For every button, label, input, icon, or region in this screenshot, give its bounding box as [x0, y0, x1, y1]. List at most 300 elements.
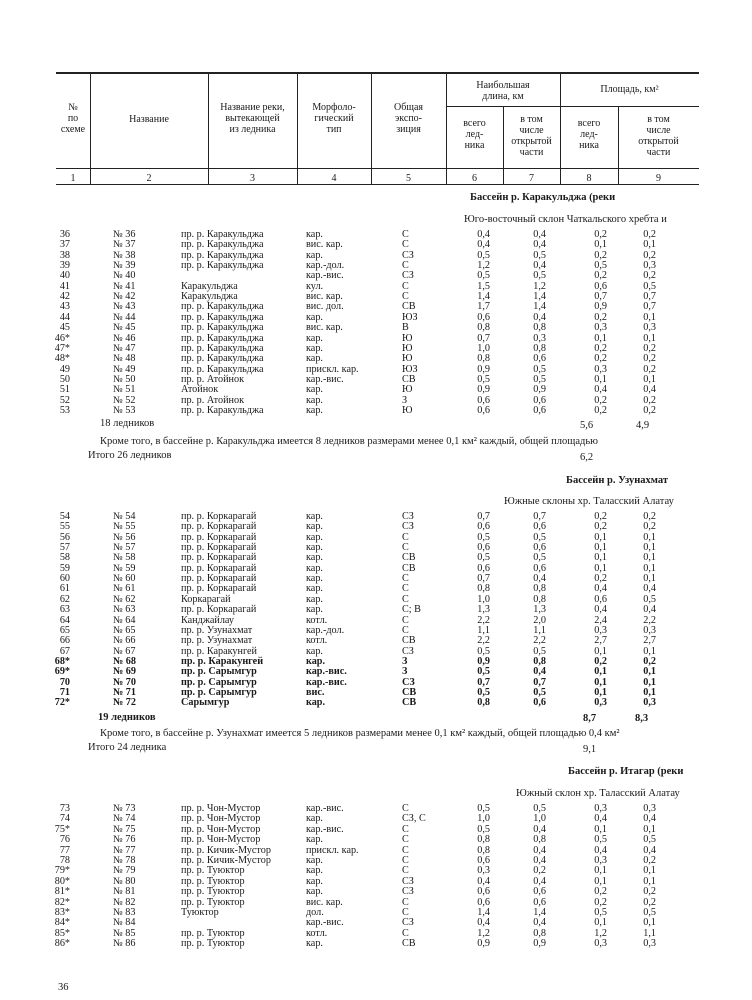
row-number: 84*: [54, 917, 70, 929]
length-open: 0,3: [533, 332, 546, 344]
exposure: С: [402, 229, 409, 240]
length-open: 0,8: [533, 342, 546, 354]
exposure: Ю: [402, 404, 413, 416]
area-open: 0,2: [643, 229, 656, 240]
area-total: 0,9: [594, 301, 607, 313]
glacier-name: № 36: [113, 229, 136, 240]
row-number: 62: [59, 593, 70, 605]
area-total: 0,1: [594, 875, 607, 887]
area-total: 0,4: [594, 844, 607, 856]
glacier-name: № 79: [113, 865, 136, 877]
header-area-open: в том числе открытой части: [638, 114, 679, 158]
river-name: пр. р. Коркарагай: [181, 604, 257, 616]
river-name: пр. р. Каракунгей: [181, 655, 264, 667]
row-number: 46*: [54, 332, 70, 344]
river-name: пр. р. Каракульджа: [181, 363, 264, 375]
river-name: пр. р. Коркарагай: [181, 531, 257, 543]
length-open: 0,5: [533, 686, 546, 698]
row-number: 49: [59, 363, 70, 375]
river-name: пр. р. Сарымгур: [181, 686, 257, 698]
area-total: 0,1: [594, 542, 607, 554]
area-open: 0,1: [643, 666, 656, 678]
length-open: 0,8: [533, 834, 546, 846]
area-total: 0,2: [594, 511, 607, 522]
header-group-area: Площадь, км²: [600, 84, 659, 95]
area-open: 0,5: [643, 834, 656, 846]
morph-type: кар.: [306, 655, 326, 667]
river-name: пр. р. Туюктор: [181, 896, 245, 908]
morph-type: кар.: [306, 332, 323, 344]
glacier-name: № 55: [113, 521, 136, 533]
length-total: 0,4: [477, 875, 490, 887]
area-open: 0,2: [643, 342, 656, 354]
exposure: С: [402, 803, 409, 814]
length-open: 1,4: [533, 291, 546, 303]
area-total: 2,4: [594, 614, 607, 626]
table-row: [0, 323, 752, 333]
row-number: 45: [59, 322, 70, 334]
row-number: 63: [59, 604, 70, 616]
exposure: СВ: [402, 686, 417, 698]
col-number: 1: [70, 173, 76, 184]
area-open: 0,2: [643, 394, 656, 406]
header-bottom-rule: [56, 168, 699, 169]
length-total: 0,5: [477, 270, 490, 282]
length-total: 0,6: [477, 521, 490, 533]
river-name: Каракульджа: [181, 291, 238, 303]
row-number: 60: [59, 573, 70, 585]
area-total: 0,3: [594, 624, 607, 636]
table-row: [0, 406, 752, 416]
area-total: 0,2: [594, 521, 607, 533]
row-number: 40: [59, 270, 70, 282]
morph-type: вис. дол.: [306, 301, 344, 313]
table-row: [0, 835, 752, 845]
slope-title-talas-south: Южные склоны хр. Таласский Алатау: [504, 496, 674, 507]
glacier-name: № 57: [113, 542, 136, 554]
length-total: 0,5: [477, 249, 490, 261]
row-number: 69*: [54, 666, 70, 678]
area-open: 0,1: [643, 562, 656, 574]
morph-type: кар.: [306, 834, 323, 846]
length-total: 0,7: [477, 676, 490, 688]
slope-title-talas: Южный склон хр. Таласский Алатау: [516, 788, 680, 799]
area-open: 0,1: [643, 552, 656, 564]
exposure: СВ: [402, 373, 416, 385]
row-number: 83*: [54, 907, 70, 918]
area-total: 0,3: [594, 363, 607, 375]
length-open: 1,4: [533, 301, 546, 313]
length-total: 1,7: [477, 301, 490, 313]
section2-sum-area: 8,7: [583, 713, 597, 724]
area-open: 0,2: [643, 270, 656, 282]
glacier-name: № 61: [113, 583, 136, 595]
exposure: С: [402, 239, 409, 251]
length-total: 0,9: [477, 655, 490, 667]
morph-type: кар.: [306, 573, 323, 585]
length-open: 1,3: [533, 604, 546, 616]
col-number: 8: [586, 173, 592, 184]
area-total: 0,1: [594, 562, 607, 574]
section2-total: Итого 24 ледника: [88, 742, 167, 753]
morph-type: кар.-вис.: [306, 666, 347, 678]
length-total: 0,8: [477, 844, 490, 856]
area-open: 0,5: [643, 907, 656, 918]
length-total: 0,6: [477, 886, 490, 898]
exposure: СЗ: [402, 917, 414, 929]
row-number: 42: [59, 291, 70, 303]
river-name: пр. р. Чон-Мустор: [181, 834, 261, 846]
section2-sum-open: 8,3: [635, 713, 649, 724]
area-total: 0,4: [594, 384, 607, 396]
length-open: 0,8: [533, 322, 546, 334]
row-number: 51: [59, 384, 70, 396]
river-name: пр. р. Узунахмат: [181, 624, 253, 636]
row-number: 47*: [54, 342, 70, 354]
river-name: пр. р. Коркарагай: [181, 573, 257, 585]
morph-type: вис. кар.: [306, 239, 343, 251]
length-open: 0,4: [533, 917, 546, 929]
glacier-name: № 63: [113, 604, 136, 616]
length-total: 1,5: [477, 280, 490, 292]
glacier-name: № 41: [113, 280, 136, 292]
row-number: 68*: [54, 655, 70, 667]
area-open: 0,1: [643, 686, 656, 698]
area-open: 0,1: [643, 542, 656, 554]
glacier-name: № 80: [113, 875, 136, 887]
glacier-name: № 58: [113, 552, 136, 564]
length-open: 0,6: [533, 521, 546, 533]
length-open: 0,4: [533, 311, 546, 323]
area-total: 0,1: [594, 666, 607, 678]
glacier-name: № 43: [113, 301, 136, 313]
morph-type: кар.: [306, 531, 323, 543]
length-total: 0,5: [477, 666, 490, 678]
section2-count: 19 ледников: [98, 712, 156, 723]
header-col-name: Название: [129, 114, 169, 125]
glacier-name: № 45: [113, 322, 136, 334]
morph-type: кар.-вис.: [306, 676, 347, 688]
section1-total: Итого 26 ледников: [88, 450, 172, 461]
exposure: С: [402, 291, 409, 303]
length-open: 0,6: [533, 886, 546, 898]
river-name: пр. р. Чон-Мустор: [181, 813, 261, 825]
basin-title-karakuldzha: Бассейн р. Каракульджа (реки: [470, 192, 616, 203]
length-open: 0,6: [533, 353, 546, 365]
glacier-name: № 69: [113, 666, 136, 678]
header-group-length: Наибольшая длина, км: [476, 80, 530, 102]
section1-count: 18 ледников: [100, 418, 155, 429]
length-total: 0,6: [477, 311, 490, 323]
morph-type: кар.: [306, 511, 323, 522]
row-number: 48*: [54, 353, 70, 365]
exposure: Ю: [402, 384, 413, 396]
morph-type: котл.: [306, 927, 328, 939]
length-total: 0,5: [477, 823, 490, 835]
row-number: 50: [59, 373, 70, 385]
area-open: 0,1: [643, 531, 656, 543]
glacier-name: № 56: [113, 531, 136, 543]
morph-type: кар.: [306, 552, 323, 564]
glacier-name: № 50: [113, 373, 136, 385]
length-open: 0,7: [533, 676, 546, 688]
glacier-name: № 66: [113, 635, 136, 647]
length-total: 1,2: [477, 260, 490, 272]
morph-type: кар.-дол.: [306, 624, 345, 636]
exposure: ЮЗ: [402, 311, 418, 323]
glacier-name: № 37: [113, 239, 136, 251]
exposure: Ю: [402, 353, 413, 365]
area-total: 0,3: [594, 803, 607, 814]
row-number: 57: [59, 542, 70, 554]
area-total: 0,4: [594, 583, 607, 595]
river-name: Коркарагай: [181, 593, 231, 605]
length-open: 0,4: [533, 823, 546, 835]
row-number: 72*: [54, 697, 70, 709]
exposure: СВ: [402, 301, 416, 313]
glacier-name: № 85: [113, 927, 136, 939]
area-total: 0,2: [594, 896, 607, 908]
area-total: 0,2: [594, 573, 607, 585]
glacier-name: № 71: [113, 686, 136, 698]
exposure: С: [402, 531, 409, 543]
morph-type: кар.: [306, 384, 323, 396]
morph-type: кар.: [306, 404, 323, 416]
row-number: 38: [59, 249, 70, 261]
length-total: 0,8: [477, 583, 490, 595]
length-total: 1,3: [477, 604, 490, 616]
morph-type: кар.-вис.: [306, 917, 344, 929]
morph-type: кар.: [306, 353, 323, 365]
length-total: 0,3: [477, 865, 490, 877]
header-length-total: всего лед- ника: [463, 118, 486, 151]
morph-type: кар.: [306, 697, 326, 709]
river-name: пр. р. Коркарагай: [181, 562, 257, 574]
basin-title-uzunakhmat: Бассейн р. Узунахмат: [566, 475, 668, 486]
glacier-name: № 74: [113, 813, 136, 825]
morph-type: кар.: [306, 562, 323, 574]
length-open: 0,4: [533, 855, 546, 866]
river-name: пр. р. Туюктор: [181, 938, 245, 950]
exposure: С: [402, 593, 409, 605]
table-row: [0, 698, 752, 708]
area-total: 0,2: [594, 270, 607, 282]
exposure: С: [402, 624, 409, 636]
exposure: С: [402, 823, 409, 835]
length-total: 0,6: [477, 404, 490, 416]
exposure: С: [402, 865, 409, 877]
area-open: 0,1: [643, 865, 656, 877]
exposure: В: [402, 322, 409, 334]
river-name: пр. р. Каракульджа: [181, 404, 264, 416]
area-total: 2,7: [594, 635, 607, 647]
header-group-rule: [446, 106, 699, 107]
length-open: 0,4: [533, 666, 546, 678]
exposure: С: [402, 844, 409, 856]
river-name: пр. р. Туюктор: [181, 886, 245, 898]
area-open: 0,4: [643, 844, 656, 856]
glacier-name: № 82: [113, 896, 136, 908]
area-open: 0,3: [643, 938, 656, 950]
morph-type: вис.: [306, 686, 325, 698]
morph-type: кар.-вис.: [306, 803, 344, 814]
length-open: 0,4: [533, 260, 546, 272]
exposure: С: [402, 907, 409, 918]
length-open: 0,6: [533, 562, 546, 574]
basin-title-itagar: Бассейн р. Итагар (реки: [568, 766, 684, 777]
exposure: ЮЗ: [402, 363, 418, 375]
exposure: СВ: [402, 562, 416, 574]
area-open: 0,1: [643, 823, 656, 835]
section1-sum-area: 5,6: [580, 420, 594, 431]
morph-type: кар.: [306, 813, 323, 825]
length-open: 0,5: [533, 249, 546, 261]
glacier-name: № 42: [113, 291, 136, 303]
area-total: 0,1: [594, 552, 607, 564]
area-open: 0,2: [643, 521, 656, 533]
length-total: 1,4: [477, 291, 490, 303]
length-total: 2,2: [477, 614, 490, 626]
morph-type: вис. кар.: [306, 322, 343, 334]
river-name: пр. р. Сарымгур: [181, 666, 257, 678]
glacier-name: № 48: [113, 353, 136, 365]
area-total: 0,6: [594, 593, 607, 605]
section2-note: Кроме того, в бассейне р. Узунахмат имеется 5 ледников размерами менее 0,1 км² каждый, общей площадью 0,4 км²: [100, 728, 620, 739]
morph-type: кар.: [306, 583, 323, 595]
exposure: С; В: [402, 604, 421, 616]
morph-type: кар.: [306, 249, 323, 261]
river-name: пр. р. Каракульджа: [181, 260, 264, 272]
area-total: 0,6: [594, 280, 607, 292]
section1-total-area: 6,2: [580, 452, 594, 463]
length-open: 0,6: [533, 404, 546, 416]
row-number: 78: [59, 855, 70, 866]
area-total: 0,2: [594, 404, 607, 416]
morph-type: кар.: [306, 521, 323, 533]
table-row: [0, 636, 752, 646]
table-row: [0, 667, 752, 677]
length-open: 2,2: [533, 635, 546, 647]
length-open: 0,5: [533, 531, 546, 543]
river-name: пр. р. Каракунгей: [181, 645, 257, 657]
area-total: 0,5: [594, 834, 607, 846]
length-total: 0,5: [477, 803, 490, 814]
area-total: 0,1: [594, 373, 607, 385]
row-number: 79*: [54, 865, 70, 877]
exposure: СВ: [402, 635, 416, 647]
length-total: 0,5: [477, 373, 490, 385]
length-total: 0,9: [477, 363, 490, 375]
morph-type: кар.: [306, 645, 323, 657]
row-number: 53: [59, 404, 70, 416]
length-open: 0,6: [533, 542, 546, 554]
area-total: 0,2: [594, 353, 607, 365]
area-open: 0,4: [643, 813, 656, 825]
exposure: СВ: [402, 552, 416, 564]
header-col-exposure: Общая экспо- зиция: [393, 102, 424, 135]
length-total: 1,0: [477, 593, 490, 605]
numbers-bottom-rule: [56, 184, 699, 185]
glacier-name: № 83: [113, 907, 136, 918]
morph-type: кар.: [306, 886, 323, 898]
morph-type: кар.: [306, 593, 323, 605]
length-open: 0,9: [533, 384, 546, 396]
area-total: 0,2: [594, 655, 607, 667]
area-open: 0,7: [643, 301, 656, 313]
area-open: 0,1: [643, 311, 656, 323]
length-open: 0,5: [533, 270, 546, 282]
morph-type: кар.: [306, 342, 323, 354]
area-total: 0,2: [594, 886, 607, 898]
river-name: Атойнок: [181, 384, 219, 396]
length-total: 1,0: [477, 342, 490, 354]
area-open: 0,1: [643, 573, 656, 585]
row-number: 86*: [54, 938, 70, 950]
glacier-name: № 62: [113, 593, 136, 605]
length-open: 0,7: [533, 511, 546, 522]
length-total: 0,4: [477, 917, 490, 929]
exposure: СЗ: [402, 886, 414, 898]
river-name: Туюктор: [181, 907, 219, 918]
glacier-name: № 65: [113, 624, 136, 636]
exposure: СЗ: [402, 676, 415, 688]
river-name: пр. р. Узунахмат: [181, 635, 253, 647]
length-open: 1,1: [533, 624, 546, 636]
glacier-name: № 81: [113, 886, 136, 898]
area-total: 0,7: [594, 291, 607, 303]
length-open: 0,5: [533, 552, 546, 564]
exposure: Ю: [402, 342, 413, 354]
length-total: 0,5: [477, 645, 490, 657]
area-open: 0,3: [643, 260, 656, 272]
row-number: 75*: [54, 823, 70, 835]
length-open: 0,5: [533, 803, 546, 814]
exposure: СЗ: [402, 875, 414, 887]
row-number: 66: [59, 635, 70, 647]
area-open: 0,5: [643, 280, 656, 292]
river-name: пр. р. Каракульджа: [181, 332, 264, 344]
glacier-name: № 77: [113, 844, 136, 856]
length-open: 0,8: [533, 655, 546, 667]
length-total: 0,7: [477, 573, 490, 585]
exposure: СЗ: [402, 521, 414, 533]
glacier-name: № 47: [113, 342, 136, 354]
river-name: пр. р. Каракульджа: [181, 311, 264, 323]
area-open: 0,2: [643, 511, 656, 522]
river-name: пр. р. Коркарагай: [181, 542, 257, 554]
area-total: 1,2: [594, 927, 607, 939]
exposure: С: [402, 542, 409, 554]
area-total: 0,1: [594, 239, 607, 251]
page-number: 36: [58, 982, 69, 993]
row-number: 55: [59, 521, 70, 533]
morph-type: кар.-вис.: [306, 270, 344, 282]
river-name: пр. р. Каракульджа: [181, 301, 264, 313]
morph-type: кар.: [306, 229, 323, 240]
row-number: 70: [59, 676, 70, 688]
area-open: 0,2: [643, 886, 656, 898]
glacier-name: № 46: [113, 332, 136, 344]
row-number: 81*: [54, 886, 70, 898]
river-name: пр. р. Коркарагай: [181, 583, 257, 595]
area-open: 1,1: [643, 927, 656, 939]
river-name: пр. р. Туюктор: [181, 927, 245, 939]
morph-type: кул.: [306, 280, 324, 292]
area-total: 0,3: [594, 322, 607, 334]
length-open: 0,8: [533, 927, 546, 939]
area-total: 0,2: [594, 342, 607, 354]
area-total: 0,2: [594, 311, 607, 323]
